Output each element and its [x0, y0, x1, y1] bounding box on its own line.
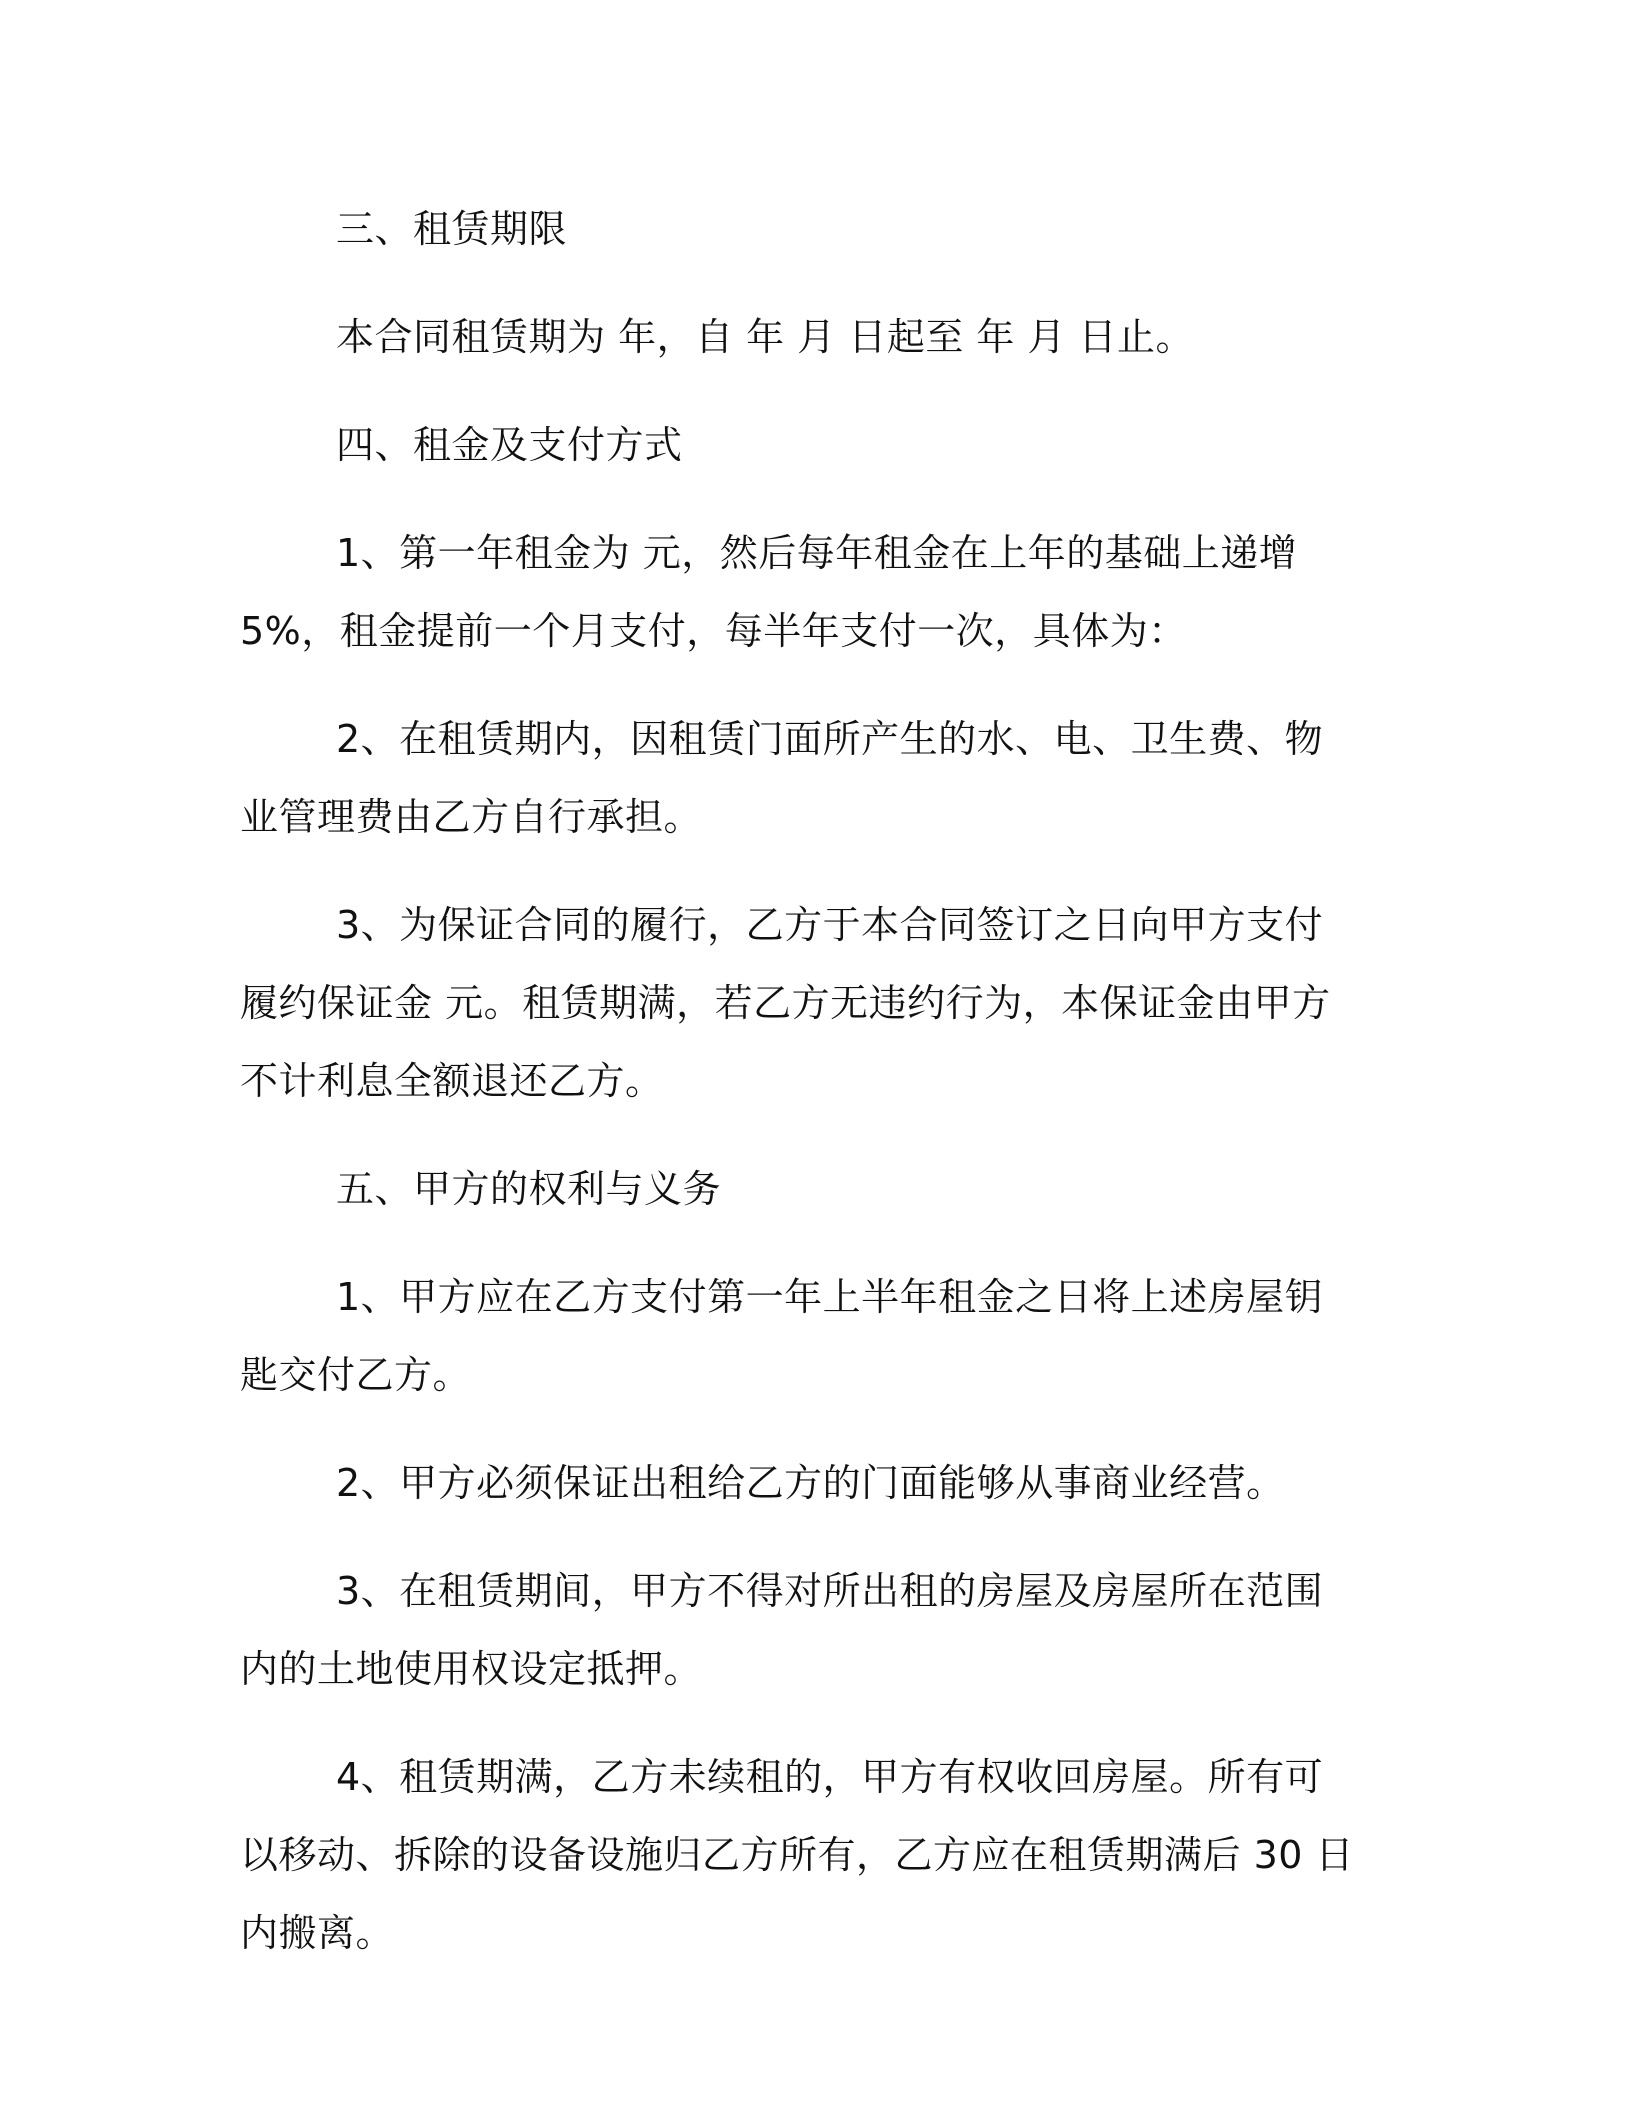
section-heading-rent-payment: 四、租金及支付方式 — [336, 423, 683, 467]
document-body — [240, 190, 1360, 1972]
paragraph-rent-item-1: 1、第一年租金为 元，然后每年租金在上年的基础上递增 5%，租金提前一个月支付，每半年支付一次，具体为： — [240, 531, 1298, 653]
section-heading-lessor-rights: 五、甲方的权利与义务 — [336, 1167, 722, 1211]
section-heading-lease-term: 三、租赁期限 — [336, 207, 568, 251]
paragraph-rent-item-2: 2、在租赁期内，因租赁门面所产生的水、电、卫生费、物业管理费由乙方自行承担。 — [240, 717, 1324, 839]
paragraph-lease-period: 本合同租赁期为 年，自 年 月 日起至 年 月 日止。 — [336, 315, 1195, 359]
paragraph-lessor-item-1: 1、甲方应在乙方支付第一年上半年租金之日将上述房屋钥匙交付乙方。 — [240, 1275, 1324, 1397]
paragraph-lessor-item-3: 3、在租赁期间，甲方不得对所出租的房屋及房屋所在范围内的土地使用权设定抵押。 — [240, 1569, 1324, 1691]
paragraph-lessor-item-4: 4、租赁期满，乙方未续租的，甲方有权收回房屋。所有可以移动、拆除的设备设施归乙方所有，乙方应在租赁期满后 30 日内搬离。 — [240, 1755, 1355, 1955]
paragraph-lessor-item-2: 2、甲方必须保证出租给乙方的门面能够从事商业经营。 — [336, 1461, 1285, 1505]
paragraph-rent-item-3: 3、为保证合同的履行，乙方于本合同签订之日向甲方支付履约保证金 元。租赁期满，若乙方无违约行为，本保证金由甲方不计利息全额退还乙方。 — [240, 903, 1331, 1103]
